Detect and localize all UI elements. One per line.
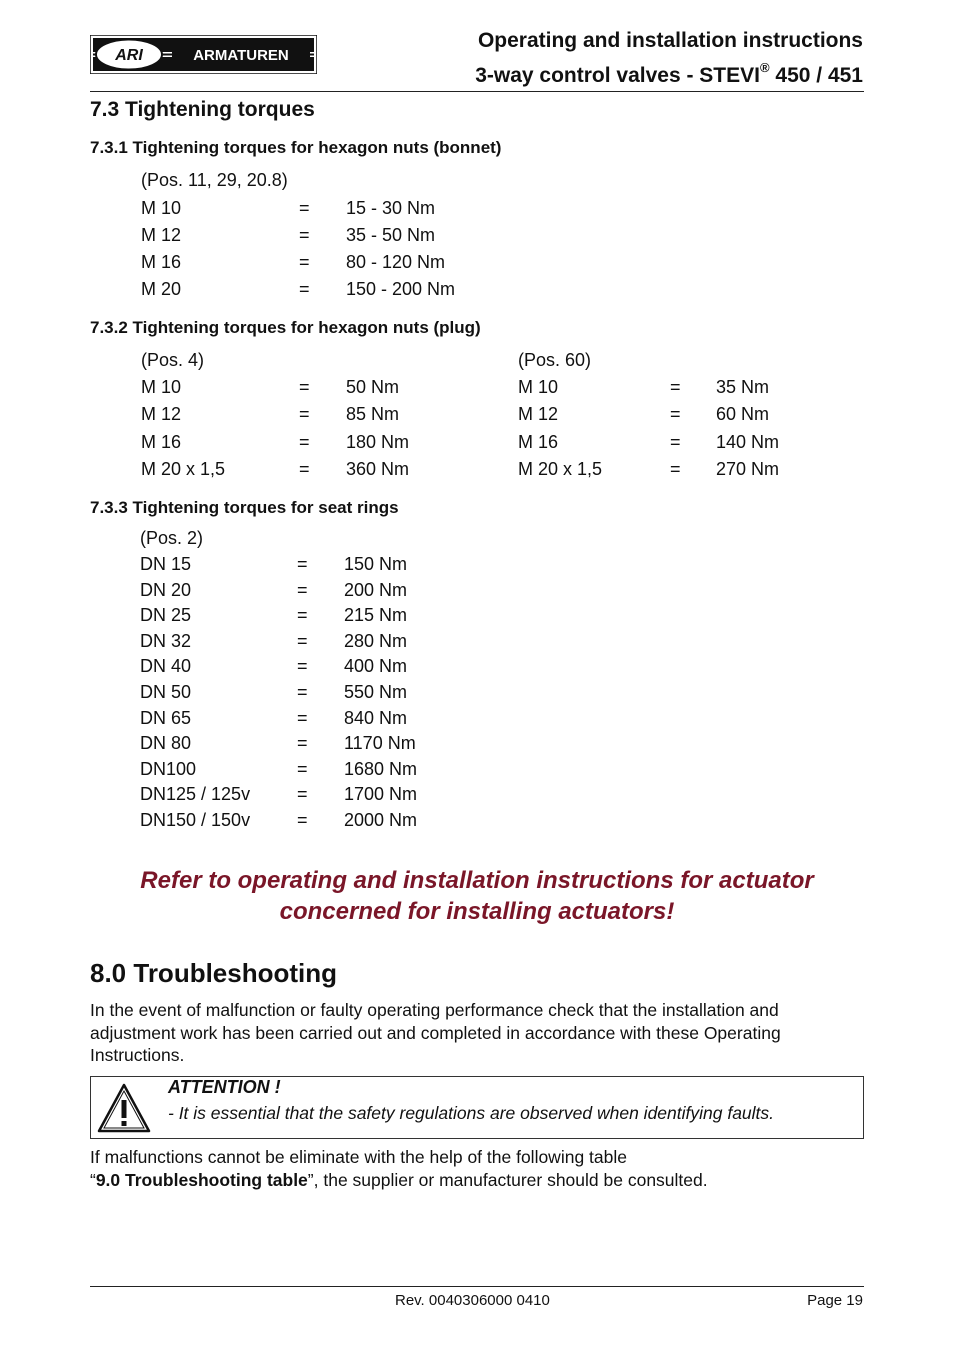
outro-line-1: If malfunctions cannot be eliminate with the help of the following table — [90, 1147, 627, 1167]
ari-armaturen-logo — [90, 35, 317, 74]
torque-value: 1170 Nm — [344, 733, 416, 754]
torque-value: 50 Nm — [346, 377, 400, 397]
torque-value: 200 Nm — [344, 579, 408, 600]
torque-eq: = — [299, 404, 310, 425]
torque-eq: = — [297, 630, 308, 651]
torque-eq: = — [297, 707, 308, 728]
torque-eq: = — [297, 605, 308, 626]
torque-size: DN100 — [140, 758, 197, 779]
pos-label-seat-rings: (Pos. 2) — [140, 528, 204, 548]
actuator-notice-line-1: Refer to operating and installation instructions for actuator — [140, 867, 814, 894]
torque-eq: = — [299, 225, 310, 245]
torque-size: DN150 / 150v — [140, 810, 251, 830]
actuator-notice — [90, 865, 864, 927]
torque-value: 360 Nm — [346, 458, 410, 479]
torque-eq: = — [299, 198, 310, 218]
torque-size: M 20 x 1,5 — [518, 458, 603, 479]
torque-eq: = — [297, 554, 308, 574]
torque-size: M 12 — [141, 404, 182, 425]
logo-ari-text: ARI — [115, 47, 143, 64]
torque-size: M 12 — [518, 404, 559, 425]
attention-title: ATTENTION ! — [168, 1077, 281, 1097]
torque-size: DN 25 — [140, 605, 192, 626]
torque-size: DN 65 — [140, 707, 192, 728]
torque-value: 140 Nm — [716, 431, 780, 452]
torque-size: DN 15 — [140, 554, 192, 574]
torque-size: M 20 — [141, 279, 182, 299]
torque-value: 150 Nm — [344, 554, 408, 574]
torque-value: 150 - 200 Nm — [346, 279, 456, 299]
torque-value: 280 Nm — [344, 630, 408, 651]
revision-number: Rev. 0040306000 0410 — [395, 1292, 550, 1309]
torque-size: M 16 — [141, 431, 182, 452]
torque-size: M 10 — [141, 198, 182, 218]
registered-mark: ® — [759, 60, 770, 75]
torque-size: DN 40 — [140, 656, 192, 677]
outro-line-2: “9.0 Troubleshooting table”, the supplier or manufacturer should be consulted. — [90, 1169, 708, 1190]
torque-eq: = — [299, 377, 310, 397]
pos-label-bonnet: (Pos. 11, 29, 20.8) — [141, 170, 288, 190]
troubleshooting-intro: In the event of malfunction or faulty operating performance check that the installation and adjustment work has been carried out and completed in accordance with these Operating Instructions. — [90, 1000, 781, 1065]
header-rule — [90, 91, 864, 92]
torque-eq: = — [299, 252, 310, 272]
torque-value: 1700 Nm — [344, 784, 418, 805]
document-title — [475, 26, 863, 90]
troubleshooting-outro — [90, 1146, 864, 1191]
torque-eq: = — [297, 733, 308, 754]
attention-box — [90, 1076, 864, 1139]
actuator-notice-line-2: concerned for installing actuators! — [279, 898, 675, 925]
torque-value: 15 - 30 Nm — [346, 198, 436, 218]
torque-size: M 16 — [518, 431, 559, 452]
torque-eq: = — [297, 579, 308, 600]
torque-value: 400 Nm — [344, 656, 408, 677]
torque-size: M 12 — [141, 225, 182, 245]
torque-size: M 10 — [518, 377, 559, 397]
torque-size: M 10 — [141, 377, 182, 397]
torque-value: 85 Nm — [346, 404, 400, 425]
warning-triangle-icon — [96, 1082, 152, 1134]
title-line-2: 3-way control valves - STEVI® 450 / 451 — [475, 60, 863, 87]
torque-eq: = — [670, 458, 681, 479]
torque-value: 215 Nm — [344, 605, 408, 626]
troubleshooting-table-reference: 9.0 Troubleshooting table — [95, 1169, 308, 1190]
torque-eq: = — [297, 784, 308, 805]
torque-eq: = — [297, 682, 308, 702]
torque-size: M 16 — [141, 252, 182, 272]
torque-eq: = — [670, 404, 681, 425]
torque-eq: = — [299, 431, 310, 452]
torque-eq: = — [297, 656, 308, 677]
logo-brand-text: ARMATUREN — [193, 47, 289, 64]
pos-label-plug-left: (Pos. 4) — [141, 350, 205, 370]
torque-value: 270 Nm — [716, 458, 780, 479]
section-8-heading: 8.0 Troubleshooting — [90, 958, 338, 988]
torque-eq: = — [299, 458, 310, 479]
torque-size: DN 50 — [140, 682, 192, 702]
torque-value: 35 Nm — [716, 377, 770, 397]
torque-eq: = — [299, 279, 310, 299]
torque-size: DN 32 — [140, 630, 192, 651]
subsection-7-3-3-heading: 7.3.3 Tightening torques for seat rings — [90, 498, 399, 517]
torque-eq: = — [670, 431, 681, 452]
pos-label-plug-right: (Pos. 60) — [518, 350, 592, 370]
torque-value: 35 - 50 Nm — [346, 225, 436, 245]
torque-value: 840 Nm — [344, 707, 408, 728]
footer-rule — [90, 1286, 864, 1287]
attention-text: - It is essential that the safety regulations are observed when identifying faults. — [168, 1103, 775, 1123]
torque-size: M 20 x 1,5 — [141, 458, 226, 479]
torque-eq: = — [297, 810, 308, 830]
torque-size: DN 80 — [140, 733, 192, 754]
page-number: Page 19 — [807, 1292, 863, 1309]
torque-value: 60 Nm — [716, 404, 770, 425]
torque-value: 1680 Nm — [344, 758, 418, 779]
section-7-3-heading: 7.3 Tightening torques — [90, 98, 315, 121]
torque-size: DN125 / 125v — [140, 784, 251, 805]
torque-value: 180 Nm — [346, 431, 410, 452]
title-line-1: Operating and installation instructions — [477, 29, 863, 52]
torque-eq: = — [297, 758, 308, 779]
subsection-7-3-2-heading: 7.3.2 Tightening torques for hexagon nuts (plug) — [90, 318, 481, 337]
subsection-7-3-1-heading: 7.3.1 Tightening torques for hexagon nuts (bonnet) — [90, 138, 502, 157]
torque-eq: = — [670, 377, 681, 397]
torque-value: 2000 Nm — [344, 810, 418, 830]
torque-value: 80 - 120 Nm — [346, 252, 446, 272]
torque-value: 550 Nm — [344, 682, 408, 702]
torque-size: DN 20 — [140, 579, 192, 600]
